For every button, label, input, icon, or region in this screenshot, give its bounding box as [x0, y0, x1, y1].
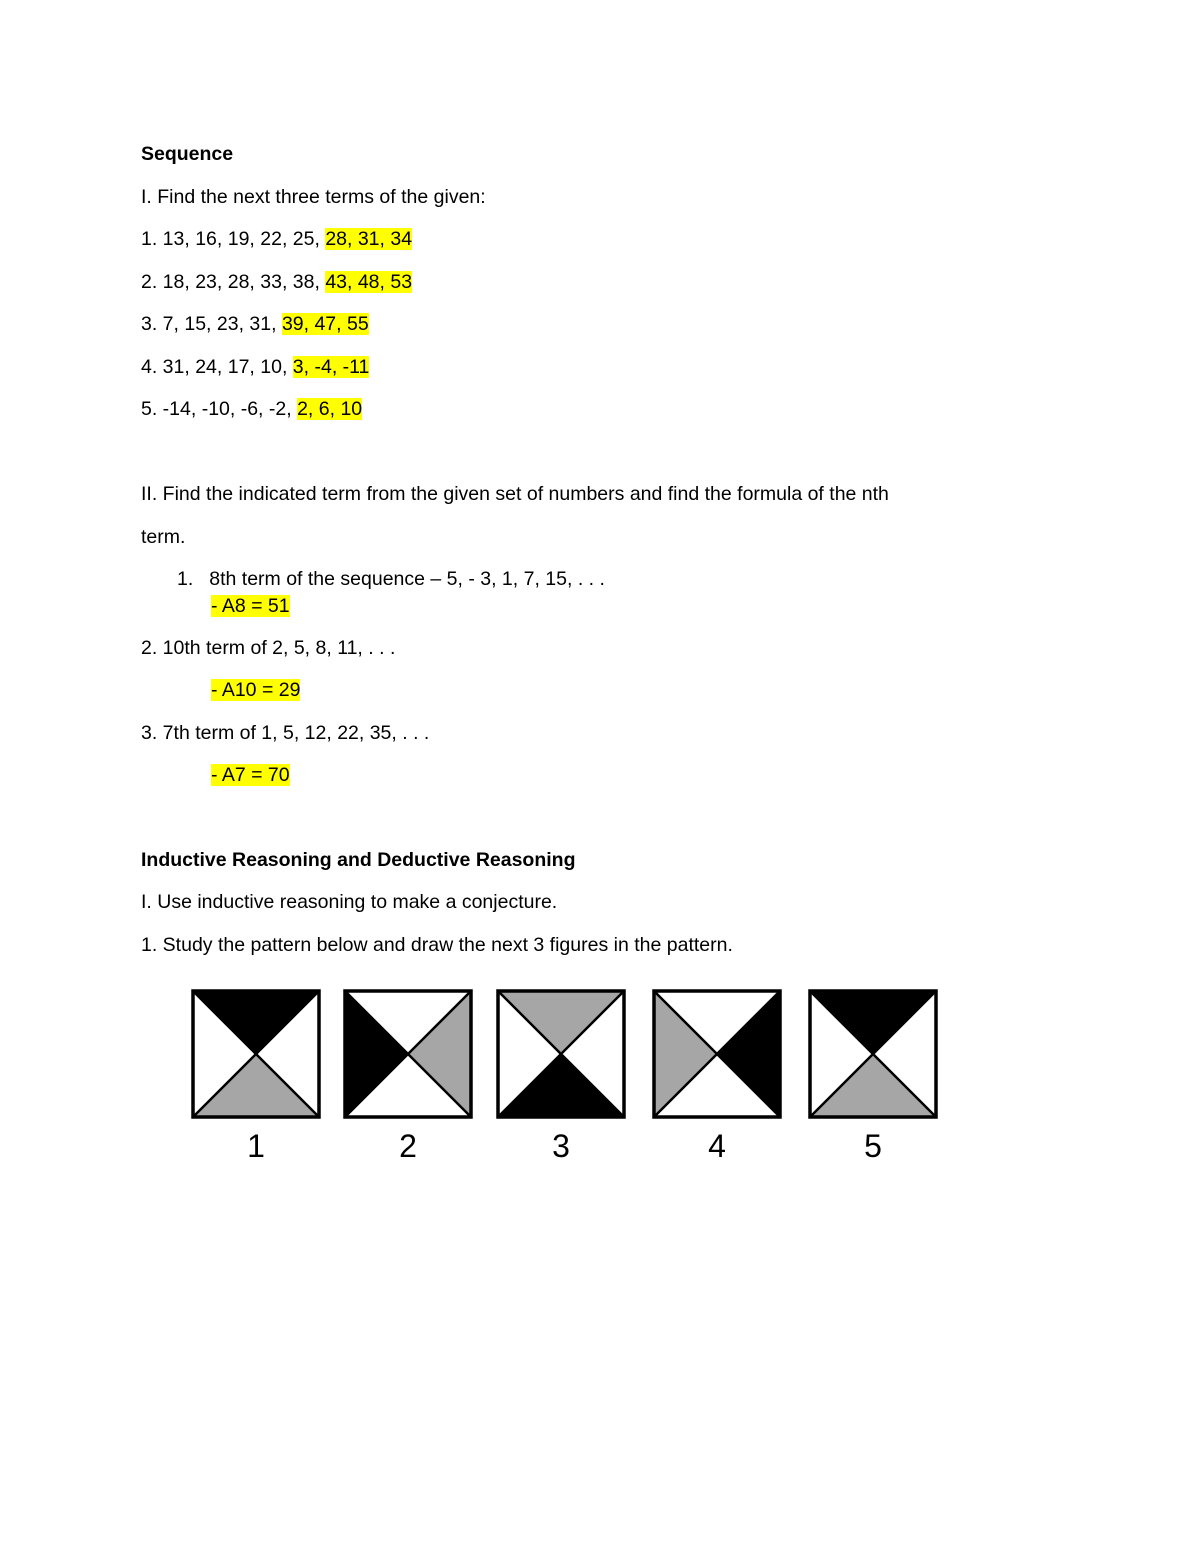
figure-number: 1	[247, 1128, 265, 1164]
figure-number: 2	[399, 1128, 417, 1164]
sequence-given: 3. 7, 15, 23, 31,	[141, 313, 282, 335]
pattern-figure-1	[190, 988, 322, 1168]
hourglass-square-icon	[190, 988, 322, 1120]
pattern-figure-4	[651, 988, 783, 1168]
sequence-item-5	[141, 397, 362, 421]
sequence-given: 2. 18, 23, 28, 33, 38,	[141, 271, 326, 293]
list-marker: 1.	[177, 568, 194, 590]
nth-term-answer-3: - A7 = 70	[211, 764, 290, 786]
hourglass-square-icon	[342, 988, 474, 1120]
pattern-figure-2	[342, 988, 474, 1168]
sequence-item-2	[141, 270, 412, 294]
sequence-answer: 3, -4, -11	[292, 356, 370, 378]
figure-number: 5	[864, 1128, 882, 1164]
heading-sequence: Sequence	[141, 143, 234, 165]
nth-term-answer-1: - A8 = 51	[211, 595, 290, 617]
sequence-given: 1. 13, 16, 19, 22, 25,	[141, 228, 326, 250]
sequence-answer: 39, 47, 55	[281, 313, 369, 335]
instruction-nth-term-line2: term.	[141, 526, 186, 548]
sequence-item-4	[141, 355, 369, 379]
sequence-given: 5. -14, -10, -6, -2,	[141, 398, 298, 420]
sequence-answer: 2, 6, 10	[297, 398, 363, 420]
pattern-question: 1. Study the pattern below and draw the next 3 figures in the pattern.	[141, 934, 733, 956]
nth-term-item-2: 2. 10th term of 2, 5, 8, 11, . . .	[141, 637, 396, 659]
nth-term-question: 8th term of the sequence – 5, - 3, 1, 7, 15, . . .	[209, 568, 605, 590]
nth-term-item-3: 3. 7th term of 1, 5, 12, 22, 35, . . .	[141, 722, 430, 744]
sequence-given: 4. 31, 24, 17, 10,	[141, 356, 293, 378]
instruction-nth-term-line1: II. Find the indicated term from the given set of numbers and find the formula of the nth	[141, 483, 889, 505]
instruction-inductive: I. Use inductive reasoning to make a conjecture.	[141, 891, 558, 913]
pattern-figures	[185, 988, 945, 1168]
figure-number: 4	[708, 1128, 726, 1164]
figure-number: 3	[552, 1128, 570, 1164]
sequence-item-3	[141, 312, 369, 336]
heading-reasoning: Inductive Reasoning and Deductive Reasoning	[141, 849, 576, 871]
sequence-item-1	[141, 227, 412, 251]
sequence-answer: 43, 48, 53	[325, 271, 413, 293]
hourglass-square-icon	[807, 988, 939, 1120]
hourglass-square-icon	[651, 988, 783, 1120]
instruction-next-terms: I. Find the next three terms of the given:	[141, 186, 486, 208]
pattern-figure-3	[495, 988, 627, 1168]
nth-term-item-1	[177, 567, 605, 591]
nth-term-answer-2: - A10 = 29	[211, 679, 301, 701]
pattern-figure-5	[807, 988, 939, 1168]
hourglass-square-icon	[495, 988, 627, 1120]
sequence-answer: 28, 31, 34	[325, 228, 413, 250]
